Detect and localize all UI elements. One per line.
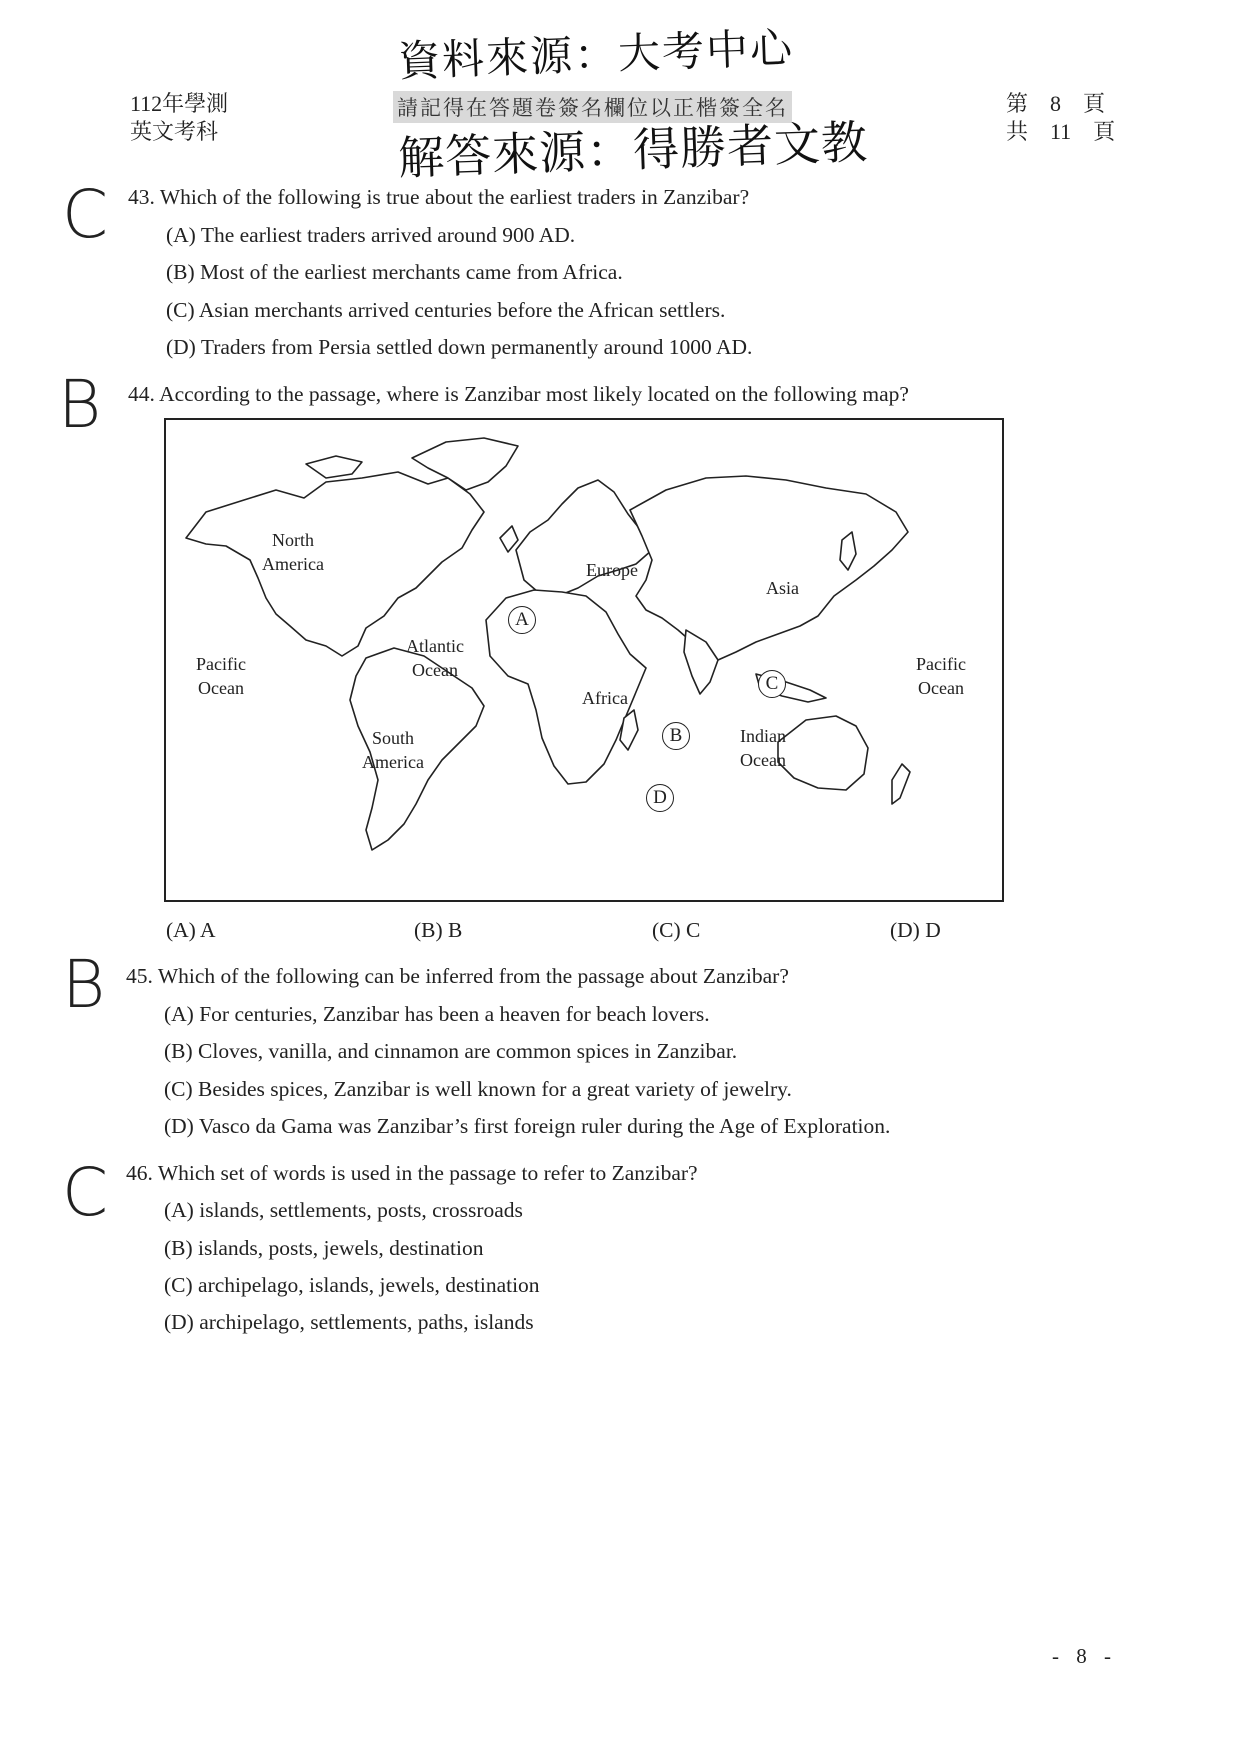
handwritten-answer-mark: C <box>62 1154 109 1231</box>
answer-option: (A) islands, settlements, posts, crossroads <box>164 1198 523 1222</box>
australia-outline <box>778 716 868 790</box>
question-stem: 46. Which set of words is used in the passage to refer to Zanzibar? <box>126 1161 698 1185</box>
answer-option: (B) islands, posts, jewels, destination <box>164 1236 484 1260</box>
signature-notice: 請記得在答題卷簽名欄位以正楷簽全名 <box>393 91 792 123</box>
map-marker-d: D <box>646 784 674 812</box>
label-atlantic-ocean: Atlantic Ocean <box>406 636 464 680</box>
page-label: 第 8 頁 <box>1006 91 1106 116</box>
handwritten-answer-mark: B <box>62 946 106 1023</box>
label-indian-ocean: Indian Ocean <box>740 726 786 770</box>
answer-option: (B) Most of the earliest merchants came from Africa. <box>166 260 623 284</box>
map-marker-b: B <box>662 722 690 750</box>
handwritten-answer-mark: C <box>62 176 109 253</box>
asia-outline <box>630 476 908 660</box>
answer-option: (C) archipelago, islands, jewels, destination <box>164 1273 540 1297</box>
label-north-america: North America <box>262 530 324 574</box>
answer-option: (A) For centuries, Zanzibar has been a heaven for beach lovers. <box>164 1002 710 1026</box>
handwritten-answer-source: 解答來源：得勝者文教 <box>397 114 869 186</box>
total-pages-label: 共 11 頁 <box>1006 119 1116 144</box>
arctic-island-outline <box>306 456 362 478</box>
exam-year: 112年學測 <box>130 91 229 116</box>
greenland-outline <box>412 438 518 490</box>
answer-option: (A) The earliest traders arrived around 900 AD. <box>166 223 576 247</box>
question-stem: 43. Which of the following is true about the earliest traders in Zanzibar? <box>128 185 750 209</box>
handwritten-source-note: 資料來源：大考中心 <box>397 23 795 86</box>
label-pacific-ocean-east: Pacific Ocean <box>916 654 966 698</box>
handwritten-answer-mark: B <box>58 366 102 443</box>
answer-option: (B) Cloves, vanilla, and cinnamon are common spices in Zanzibar. <box>164 1039 738 1063</box>
label-south-america: South America <box>362 728 424 772</box>
label-pacific-ocean-west: Pacific Ocean <box>196 654 246 698</box>
map-marker-c: C <box>758 670 786 698</box>
answer-option: (C) Besides spices, Zanzibar is well known for a great variety of jewelry. <box>164 1077 792 1101</box>
answer-option: (D) Traders from Persia settled down permanently around 1000 AD. <box>166 335 753 359</box>
north-america-outline <box>186 472 484 656</box>
answer-option: (D) Vasco da Gama was Zanzibar’s first foreign ruler during the Age of Exploration. <box>164 1114 891 1138</box>
label-europe: Europe <box>586 560 638 580</box>
british-isles-outline <box>500 526 518 552</box>
world-map-outline <box>166 420 1002 900</box>
page-number: - 8 - <box>1052 1644 1117 1668</box>
new-zealand-outline <box>892 764 910 804</box>
label-asia: Asia <box>766 578 799 598</box>
answer-option: (A) A <box>166 918 216 942</box>
subject: 英文考科 <box>130 119 219 144</box>
question-stem: 45. Which of the following can be inferred from the passage about Zanzibar? <box>126 964 789 988</box>
answer-option: (C) C <box>652 918 701 942</box>
answer-option: (D) D <box>890 918 941 942</box>
label-africa: Africa <box>582 688 628 708</box>
answer-option: (B) B <box>414 918 463 942</box>
world-map <box>164 418 1004 902</box>
map-marker-a: A <box>508 606 536 634</box>
answer-option: (D) archipelago, settlements, paths, islands <box>164 1310 534 1334</box>
question-stem: 44. According to the passage, where is Zanzibar most likely located on the following map? <box>128 382 909 406</box>
answer-option: (C) Asian merchants arrived centuries before the African settlers. <box>166 298 726 322</box>
